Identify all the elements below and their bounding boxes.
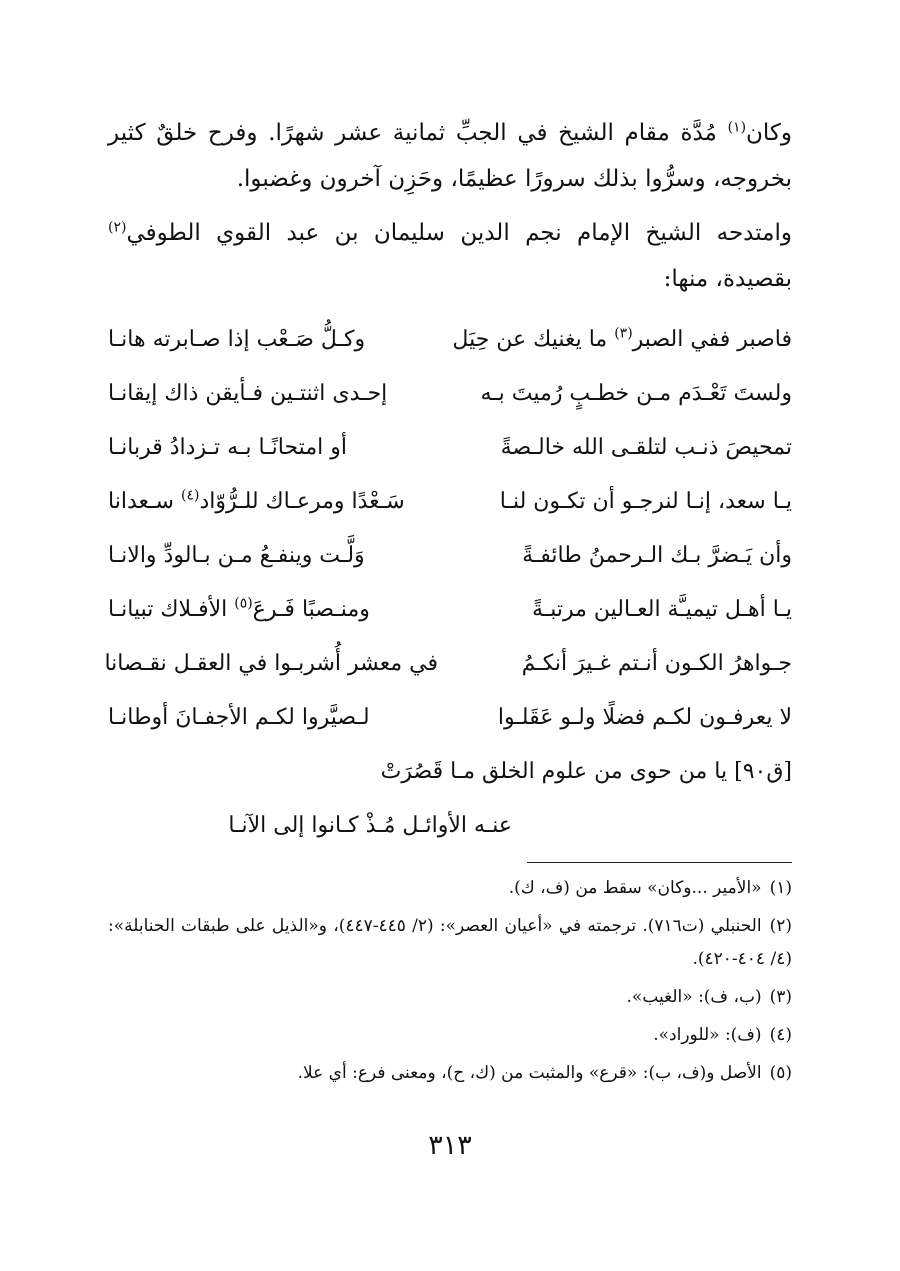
hemistich-text: جـواهرُ الكـون أنـتم غـيرَ أنكـمُ xyxy=(521,650,792,676)
hemistich-text: فاصبر ففي الصبر xyxy=(632,326,792,352)
verse-hemistich-first xyxy=(462,489,792,514)
hemistich-text: سَـعْدًا ومرعـاك للـرُّوّاد xyxy=(199,488,405,514)
hemistich-text: وَلَّـت وينفـعُ مـن بـالودِّ والانـا xyxy=(108,542,365,568)
footnote-text: الأصل و(ف، ب): «قرع» والمثبت من (ك، ح)، ومعنى فرع: أي علا. xyxy=(297,1063,762,1083)
verse-hemistich-first xyxy=(462,651,792,676)
verse-hemistich-first xyxy=(462,543,792,568)
verse-line xyxy=(108,420,792,474)
hemistich-text: يـا أهـل تيميـَّة العـالين مرتبـةً xyxy=(531,596,792,622)
hemistich-text: ومنـصبًا فَـرعَ xyxy=(252,596,370,622)
footnote-ref[interactable]: (٥) xyxy=(234,595,253,612)
footnote-number: (٤) xyxy=(769,1025,792,1045)
footnote-number: (٥) xyxy=(769,1063,792,1083)
hemistich-text: يـا سعد، إنـا لنرجـو أن تكـون لنـا xyxy=(499,488,792,514)
verse-line xyxy=(108,690,792,744)
footnotes xyxy=(108,872,792,1095)
verse-line xyxy=(108,528,792,582)
paragraph-1-text-a: وكان xyxy=(746,120,792,146)
verse-line xyxy=(104,636,792,690)
verse-hemistich-9b: عنـه الأوائـل مُـذْ كـانوا إلى الآنـا xyxy=(228,812,512,838)
footnote-number: (١) xyxy=(769,878,792,898)
paragraph-2-text-a: وامتدحه الشيخ الإمام نجم الدين سليمان بن عبد القوي الطوفي xyxy=(126,220,792,246)
verse-line xyxy=(108,582,792,636)
verse-hemistich-second xyxy=(108,705,438,730)
footnote-ref[interactable]: (٣) xyxy=(614,325,633,342)
footnote-text: الحنبلي (ت٧١٦). ترجمته في «أعيان العصر»: (٢/ ٤٤٥-٤٤٧)، و«الذيل على طبقات الحنابلة»: (٤/ ٤٠٤-٤٢٠). xyxy=(108,916,792,969)
hemistich-text: لا يعرفـون لكـم فضلًا ولـو عَقَلـوا xyxy=(497,704,792,730)
verse-hemistich-first xyxy=(462,381,792,406)
verse-line xyxy=(108,366,792,420)
hemistich-text: وكـلُّ صَـعْب إذا صـابرته هانـا xyxy=(108,326,366,352)
footnote-text: «الأمير ...وكان» سقط من (ف، ك). xyxy=(508,878,762,898)
footnote-ref[interactable]: (٤) xyxy=(180,487,200,504)
verse-line xyxy=(108,312,792,366)
hemistich-text: لـصيَّروا لكـم الأجفـانَ أوطانـا xyxy=(108,704,370,730)
footnote-ref-2[interactable]: (٢) xyxy=(108,219,127,236)
hemistich-text: سـعدانا xyxy=(108,488,181,514)
verse-hemistich-second xyxy=(108,543,438,568)
verse-line xyxy=(108,474,792,528)
main-text xyxy=(104,110,792,852)
paragraph-1 xyxy=(108,110,792,202)
verse-hemistich-first xyxy=(462,597,792,622)
hemistich-text: وأن يَـضرَّ بـك الـرحمنُ طائفـةً xyxy=(522,542,792,568)
footnote-item xyxy=(108,872,792,905)
poem-verses xyxy=(104,312,792,744)
footnote-number: (٢) xyxy=(769,916,793,936)
page-number: ٣١٣ xyxy=(428,1130,472,1161)
paragraph-1-text-b: مُدَّة مقام الشيخ في الجبِّ ثمانية عشر شهرًا. وفرح خلقٌ كثير بخروجه، وسرُّوا بذلك سرورًا عظيمًا، وحَزِن آخرون وغضبوا. xyxy=(108,120,792,192)
hemistich-text: ما يغنيك عن حِيَل xyxy=(452,326,615,352)
verse-hemistich-first xyxy=(462,435,792,460)
footnote-item xyxy=(108,1019,792,1052)
hemistich-text: إحـدى اثنتـين فـأيقن ذاك إيقانـا xyxy=(108,380,388,406)
hemistich-text: أو امتحانًـا بـه تـزدادُ قربانـا xyxy=(108,434,347,460)
verse-hemistich-second xyxy=(104,650,438,676)
verse-hemistich-first xyxy=(452,325,792,352)
footnote-item xyxy=(108,910,792,976)
verse-hemistich-second xyxy=(108,435,438,460)
footnote-item xyxy=(108,981,792,1014)
footnote-text: (ب، ف): «الغيب». xyxy=(626,987,762,1007)
verse-hemistich-first xyxy=(462,705,792,730)
footnote-ref-1[interactable]: (١) xyxy=(727,119,747,136)
verse-hemistich-second xyxy=(108,489,438,514)
paragraph-2-text-b: بقصيدة، منها: xyxy=(663,266,792,292)
verse-hemistich-second xyxy=(108,381,438,406)
footnote-number: (٣) xyxy=(769,987,792,1007)
paragraph-2 xyxy=(108,210,792,302)
verse-hemistich-second xyxy=(108,327,438,352)
hemistich-text: ولستَ تَعْـدَم مـن خطـبٍ رُميتَ بـه xyxy=(480,380,792,406)
footnote-item xyxy=(108,1057,792,1090)
hemistich-text: الأفـلاك تبيانـا xyxy=(108,596,235,622)
verse-hemistich-9a: [ق٩٠] يا من حوى من علوم الخلق مـا قَصُرَتْ xyxy=(380,758,792,784)
hemistich-text: تمحيصَ ذنـب لتلقـى الله خالـصةً xyxy=(500,434,792,460)
footnote-separator xyxy=(527,862,792,863)
verse-hemistich-second xyxy=(108,597,438,622)
footnote-text: (ف): «للوراد». xyxy=(653,1025,762,1045)
hemistich-text: في معشر أُشربـوا في العقـل نقـصانا xyxy=(104,650,438,676)
